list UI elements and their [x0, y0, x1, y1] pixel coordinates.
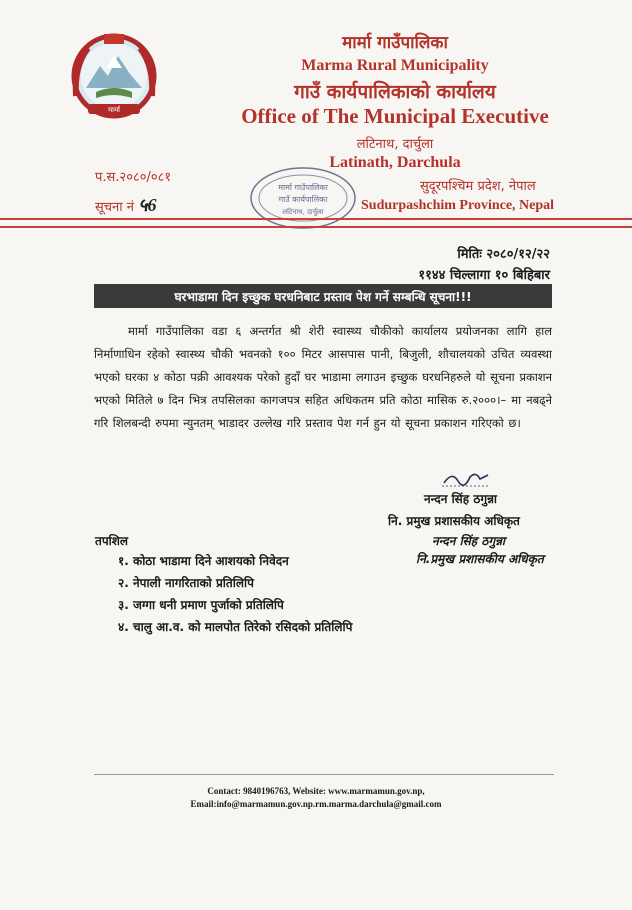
- footer-rule: [94, 774, 554, 775]
- province-np: सुदूरपश्चिम प्रदेश, नेपाल: [420, 179, 536, 194]
- footer-contact: Contact: 9840196763, Website: www.marmamun.gov.np,: [207, 786, 425, 796]
- fiscal-year-label: प.स.२०८०/०८१: [95, 170, 172, 185]
- list-item: ३. जग्गा धनी प्रमाण पुर्जाको प्रतिलिपि: [118, 598, 284, 612]
- list-item: १. कोठा भाडामा दिने आशयको निवेदन: [118, 554, 289, 568]
- date-local: ११४४ चिल्लागा १० बिहिबार: [418, 268, 550, 283]
- signatory-designation: नि. प्रमुख प्रशासकीय अधिकृत: [388, 514, 520, 528]
- emblem-label: मार्मा: [108, 106, 120, 114]
- municipality-name-en: Marma Rural Municipality: [301, 57, 489, 74]
- tapasil-heading: तपशिल: [95, 534, 129, 548]
- office-seal-icon: [244, 160, 362, 232]
- municipality-name-np: मार्मा गाउँपालिका: [342, 33, 448, 53]
- tapasil-list: [118, 550, 352, 638]
- signature-scribble-icon: [440, 467, 492, 489]
- notice-title: घरभाडामा दिन इच्छुक घरधनिबाट प्रस्ताव पेश गर्ने सम्बन्धि सूचना!!!: [174, 289, 472, 304]
- signatory-stamp-name: नन्दन सिंह ठगुन्ना: [432, 534, 506, 548]
- date-bs: मितिः २०८०/१२/२२: [457, 247, 550, 262]
- signatory-stamp-designation: नि.प्रमुख प्रशासकीय अधिकृत: [416, 552, 544, 566]
- list-item: २. नेपाली नागरिताको प्रतिलिपि: [118, 576, 254, 590]
- seal-line-2: गाउँ कार्यपालिका: [278, 195, 328, 204]
- notice-body: मार्मा गाउँपालिका वडा ६ अन्तर्गत श्री शेरी स्वास्थ्य चौकीको कार्यालय प्रयोजनका लागि हाल निर्माणाधिन रहेको स्वास्थ्य चौकी भवनको १०० मिटर आसपास पानी, बिजुली, शौचालयको उचित व्यवस्था भएको घरका ४ कोठा पक्री आवश्यक परेको हुदाँ घर भाडामा लगाउन इच्छुक घरधनिहरुले यो सूचना प्रकाशन भएको मितिले ७ दिन भित्र तपसिलका कागजपत्र सहित अधिकतम प्रति कोठा मासिक रु.२०००।– मा नबढ्ने गरि शिलबन्दी रुपमा न्युनतम् भाडादर उल्लेख गरि प्रस्ताव पेश गर्न हुन यो सूचना प्रकाशन गरिएको छ।: [94, 324, 552, 430]
- nepal-emblem-icon: [66, 26, 162, 122]
- address-en: Latinath, Darchula: [329, 154, 461, 171]
- list-item: ४. चालु आ.व. को मालपोत तिरेको रसिदको प्रतिलिपि: [118, 620, 353, 634]
- signatory-name: नन्दन सिंह ठगुन्ना: [424, 492, 498, 506]
- notice-title-banner: [94, 284, 552, 308]
- office-name-en: Office of The Municipal Executive: [241, 104, 549, 128]
- header-rule-bottom: [0, 226, 632, 228]
- seal-line-3: लटिनाथ, दार्चुला: [282, 208, 324, 216]
- address-np: लटिनाथ, दार्चुला: [356, 137, 434, 152]
- footer-email: Email:info@marmamun.gov.np.rm.marma.darchula@gmail.com: [190, 799, 442, 809]
- province-en: Sudurpashchim Province, Nepal: [361, 198, 555, 213]
- office-name-np: गाउँ कार्यपालिकाको कार्यालय: [294, 81, 496, 103]
- notice-number-label: सूचना नं: [95, 200, 134, 215]
- header-rule-top: [0, 218, 632, 220]
- notice-number: [95, 193, 157, 217]
- seal-line-1: मार्मा गाउँपालिका: [278, 183, 328, 192]
- notice-number-value: ५6: [138, 195, 157, 215]
